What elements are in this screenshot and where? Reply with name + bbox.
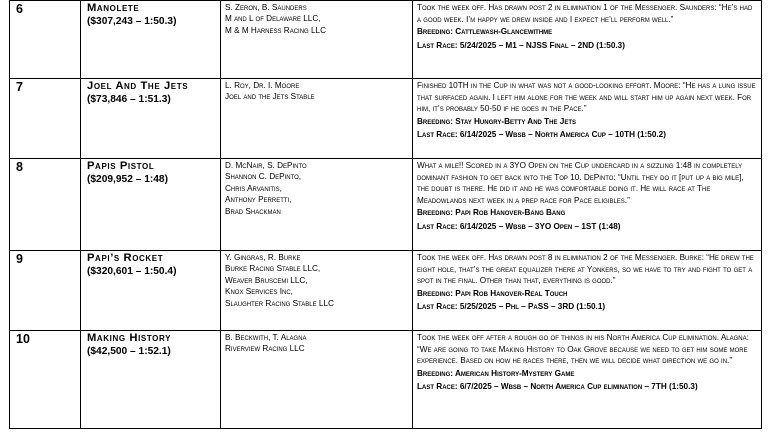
connection-line: Brad Shackman [225, 206, 281, 216]
last-race-label: Last Race: [417, 382, 458, 392]
notes-text: Took the week off. Has drawn post 2 in elimination 1 of the Messenger. Saunders: “He’s had a good week. I’m happy we drew inside and I expect he’ll perform well.” [417, 3, 753, 24]
last-race-label: Last Race: [417, 130, 458, 140]
horse-cell [81, 251, 221, 331]
horse-name: Papis Pistol [87, 160, 155, 172]
breeding-line [417, 207, 757, 219]
connections-cell [221, 1, 413, 79]
last-race-line [417, 129, 757, 141]
connections-cell [221, 159, 413, 251]
notes-cell [413, 159, 762, 251]
breeding-label: Breeding: [417, 27, 453, 37]
rankings-table-container [9, 0, 761, 429]
last-race-value: 6/14/2025 – Wbsb – 3YO Open – 1ST (1:48) [459, 221, 621, 231]
horse-earnings: ($42,500 – 1:52.1) [87, 346, 171, 357]
table-row [10, 79, 762, 159]
breeding-line [417, 116, 757, 128]
rank-cell: 9 [10, 251, 81, 331]
table-row [10, 251, 762, 331]
last-race-label: Last Race: [417, 40, 458, 50]
horse-cell [81, 1, 221, 79]
horse-cell [81, 159, 221, 251]
notes-text: Finished 10TH in the Cup in what was not a good-looking effort. Moore: “He has a lung issue that surfaced again. I left him alone for the week and will start him up again next week. For him, it’s probably 50-50 if he goes in the Pace.” [417, 81, 756, 114]
horse-earnings: ($209,952 – 1:48) [87, 174, 168, 185]
horse-name: Manolete [87, 2, 140, 14]
connection-line: Riverview Racing LLC [225, 344, 305, 354]
connection-line: L. Roy, Dr. I. Moore [225, 81, 300, 90]
table-row [10, 331, 762, 429]
notes-cell [413, 1, 762, 79]
breeding-value: Cattlewash-Glancewithme [455, 27, 553, 37]
notes-text: Took the week off. Has drawn post 8 in elimination 2 of the Messenger. Burke: “He drew the eight hole, that’s the great equalizer there at Yonkers, so we have to try and fight to get a spot in the final. Other than that, everything is good.” [417, 253, 754, 286]
notes-text: Took the week off after a rough go of things in his North America Cup elimination. Alagna: “We are going to take Making History to Oak Grove because we need to get him some more experience. Based on how he races there, then we will decide what direction we go in.” [417, 333, 749, 366]
last-race-value: 5/24/2025 – M1 – NJSS Final – 2ND (1:50.3) [459, 40, 625, 50]
rank-cell: 10 [10, 331, 81, 429]
last-race-label: Last Race: [417, 302, 458, 312]
last-race-value: 5/25/2025 – Phl – PaSS – 3RD (1:50.1) [459, 302, 606, 312]
connection-line: M & M Harness Racing LLC [225, 25, 326, 35]
connection-line: S. Zeron, B. Saunders [225, 3, 307, 12]
connection-line: Burke Racing Stable LLC, [225, 264, 321, 274]
connection-line: B. Beckwith, T. Alagna [225, 333, 307, 342]
horse-name: Papi’s Rocket [87, 252, 164, 264]
breeding-value: American History-Mystery Game [454, 368, 575, 378]
connection-line: Anthony Perretti, [225, 195, 292, 205]
connection-line: Joel and the Jets Stable [225, 92, 315, 102]
connection-line: Slaughter Racing Stable LLC [225, 298, 334, 308]
breeding-value: Papi Rob Hanover-Bang Bang [455, 208, 566, 218]
horse-earnings: ($320,601 – 1:50.4) [87, 266, 177, 277]
horse-earnings: ($307,243 – 1:50.3) [87, 16, 177, 27]
horse-name: Joel And The Jets [87, 80, 189, 92]
horse-cell [81, 79, 221, 159]
notes-text: What a mile!! Scored in a 3YO Open on the Cup undercard in a sizzling 1:48 in completely dominant fashion to get back into the Top 10. DePinto: “Until they do it [put up a big mile], the doubt is there. He did it and he was comfortable doing it. He will race at The Meadowlands next week in a prep race for Pace eligibles.” [417, 161, 744, 205]
last-race-value: 6/7/2025 – Wbsb – North America Cup elimination – 7TH (1:50.3) [459, 382, 698, 392]
table-row [10, 1, 762, 79]
notes-cell [413, 331, 762, 429]
last-race-label: Last Race: [417, 221, 458, 231]
connections-cell [221, 331, 413, 429]
last-race-line [417, 301, 757, 313]
breeding-value: Papi Rob Hanover-Real Touch [455, 288, 568, 298]
breeding-label: Breeding: [417, 368, 453, 378]
breeding-line [417, 26, 757, 38]
horse-name: Making History [87, 332, 172, 344]
rank-cell: 8 [10, 159, 81, 251]
connections-cell [221, 79, 413, 159]
last-race-line [417, 40, 757, 52]
table-row [10, 159, 762, 251]
connection-line: Knox Services Inc, [225, 287, 293, 297]
breeding-label: Breeding: [417, 116, 453, 126]
connection-line: Y. Gingras, R. Burke [225, 253, 301, 262]
breeding-label: Breeding: [417, 288, 453, 298]
last-race-line [417, 381, 757, 393]
breeding-line [417, 368, 757, 380]
rankings-table [9, 0, 762, 429]
connections-cell [221, 251, 413, 331]
breeding-value: Stay Hungry-Betty And The Jets [455, 116, 576, 126]
notes-cell [413, 251, 762, 331]
last-race-line [417, 221, 757, 233]
notes-cell [413, 79, 762, 159]
rank-cell: 6 [10, 1, 81, 79]
horse-cell [81, 331, 221, 429]
connection-line: Weaver Bruscemi LLC, [225, 275, 308, 285]
connection-line: Shannon C. DePinto, [225, 172, 302, 182]
breeding-label: Breeding: [417, 208, 453, 218]
connection-line: Chris Arvanitis, [225, 183, 282, 193]
rank-cell: 7 [10, 79, 81, 159]
last-race-value: 6/14/2025 – Wbsb – North America Cup – 10TH (1:50.2) [459, 130, 666, 140]
connection-line: D. McNair, S. DePinto [225, 161, 307, 170]
breeding-line [417, 288, 757, 300]
connection-line: M and L of Delaware LLC, [225, 14, 321, 24]
horse-earnings: ($73,846 – 1:51.3) [87, 94, 171, 105]
